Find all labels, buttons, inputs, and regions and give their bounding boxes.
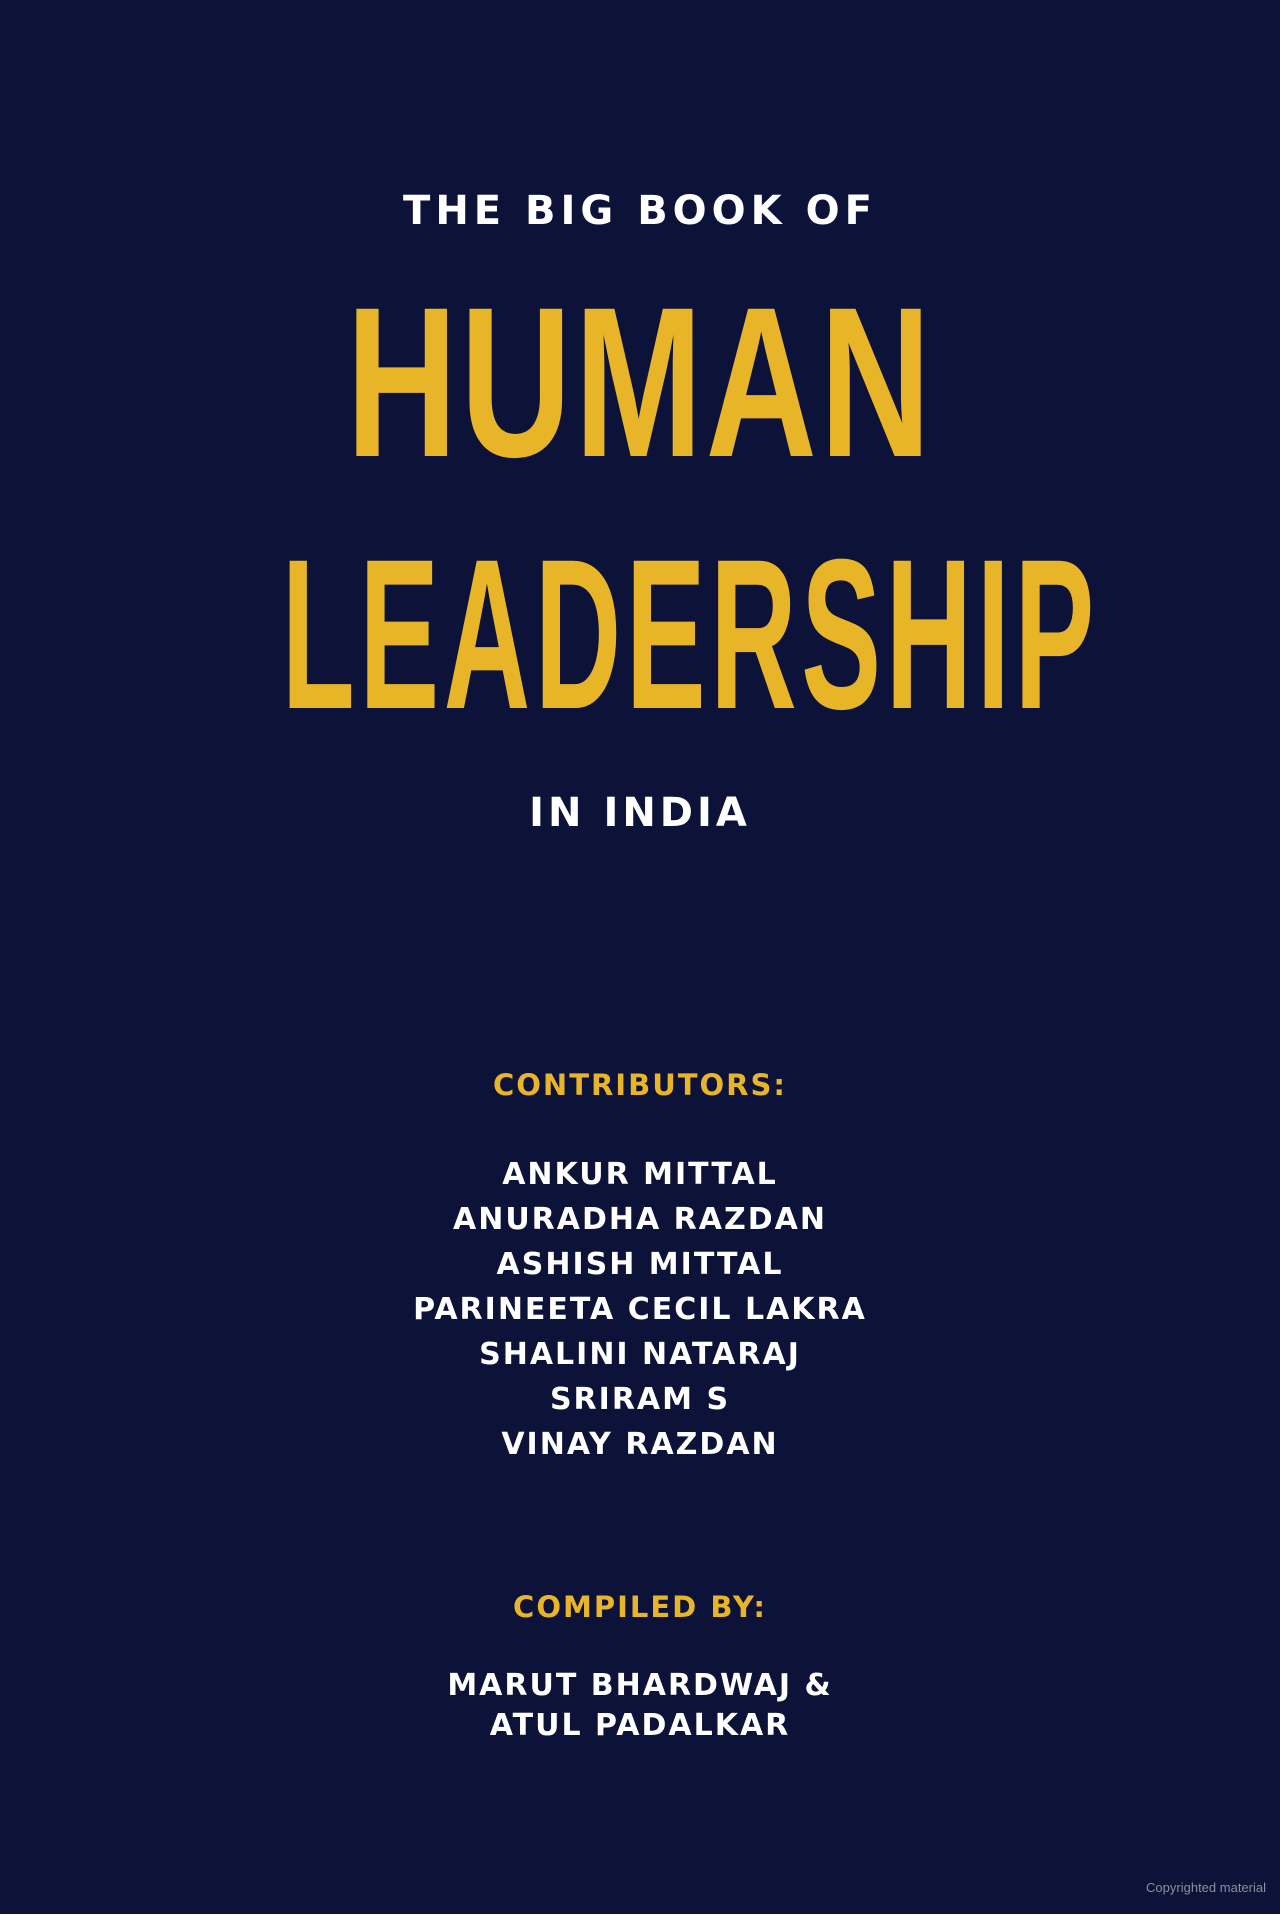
- compiled-by-heading: COMPILED BY:: [513, 1590, 767, 1624]
- contributor-name: VINAY RAZDAN: [501, 1427, 779, 1462]
- compilers-block: [0, 1666, 1280, 1746]
- compiler-line-1: MARUT BHARDWAJ &: [447, 1668, 833, 1703]
- title-line-1: HUMAN: [346, 263, 934, 502]
- contributor-name: SRIRAM S: [549, 1382, 731, 1417]
- contributor-name: SHALINI NATARAJ: [479, 1337, 801, 1372]
- contributors-heading: CONTRIBUTORS:: [492, 1068, 787, 1102]
- cover-subtitle: IN INDIA: [529, 790, 751, 836]
- compiler-line-2: ATUL PADALKAR: [489, 1708, 791, 1743]
- contributor-name: ASHISH MITTAL: [496, 1247, 784, 1282]
- contributor-name: ANKUR MITTAL: [502, 1157, 778, 1192]
- contributors-list: [0, 1152, 1280, 1467]
- copyright-watermark: Copyrighted material: [1146, 1880, 1266, 1895]
- contributor-name: PARINEETA CECIL LAKRA: [413, 1292, 867, 1327]
- cover-kicker: THE BIG BOOK OF: [403, 188, 877, 234]
- title-line-2: LEADERSHIP: [281, 515, 1099, 754]
- contributor-name: ANURADHA RAZDAN: [453, 1202, 827, 1237]
